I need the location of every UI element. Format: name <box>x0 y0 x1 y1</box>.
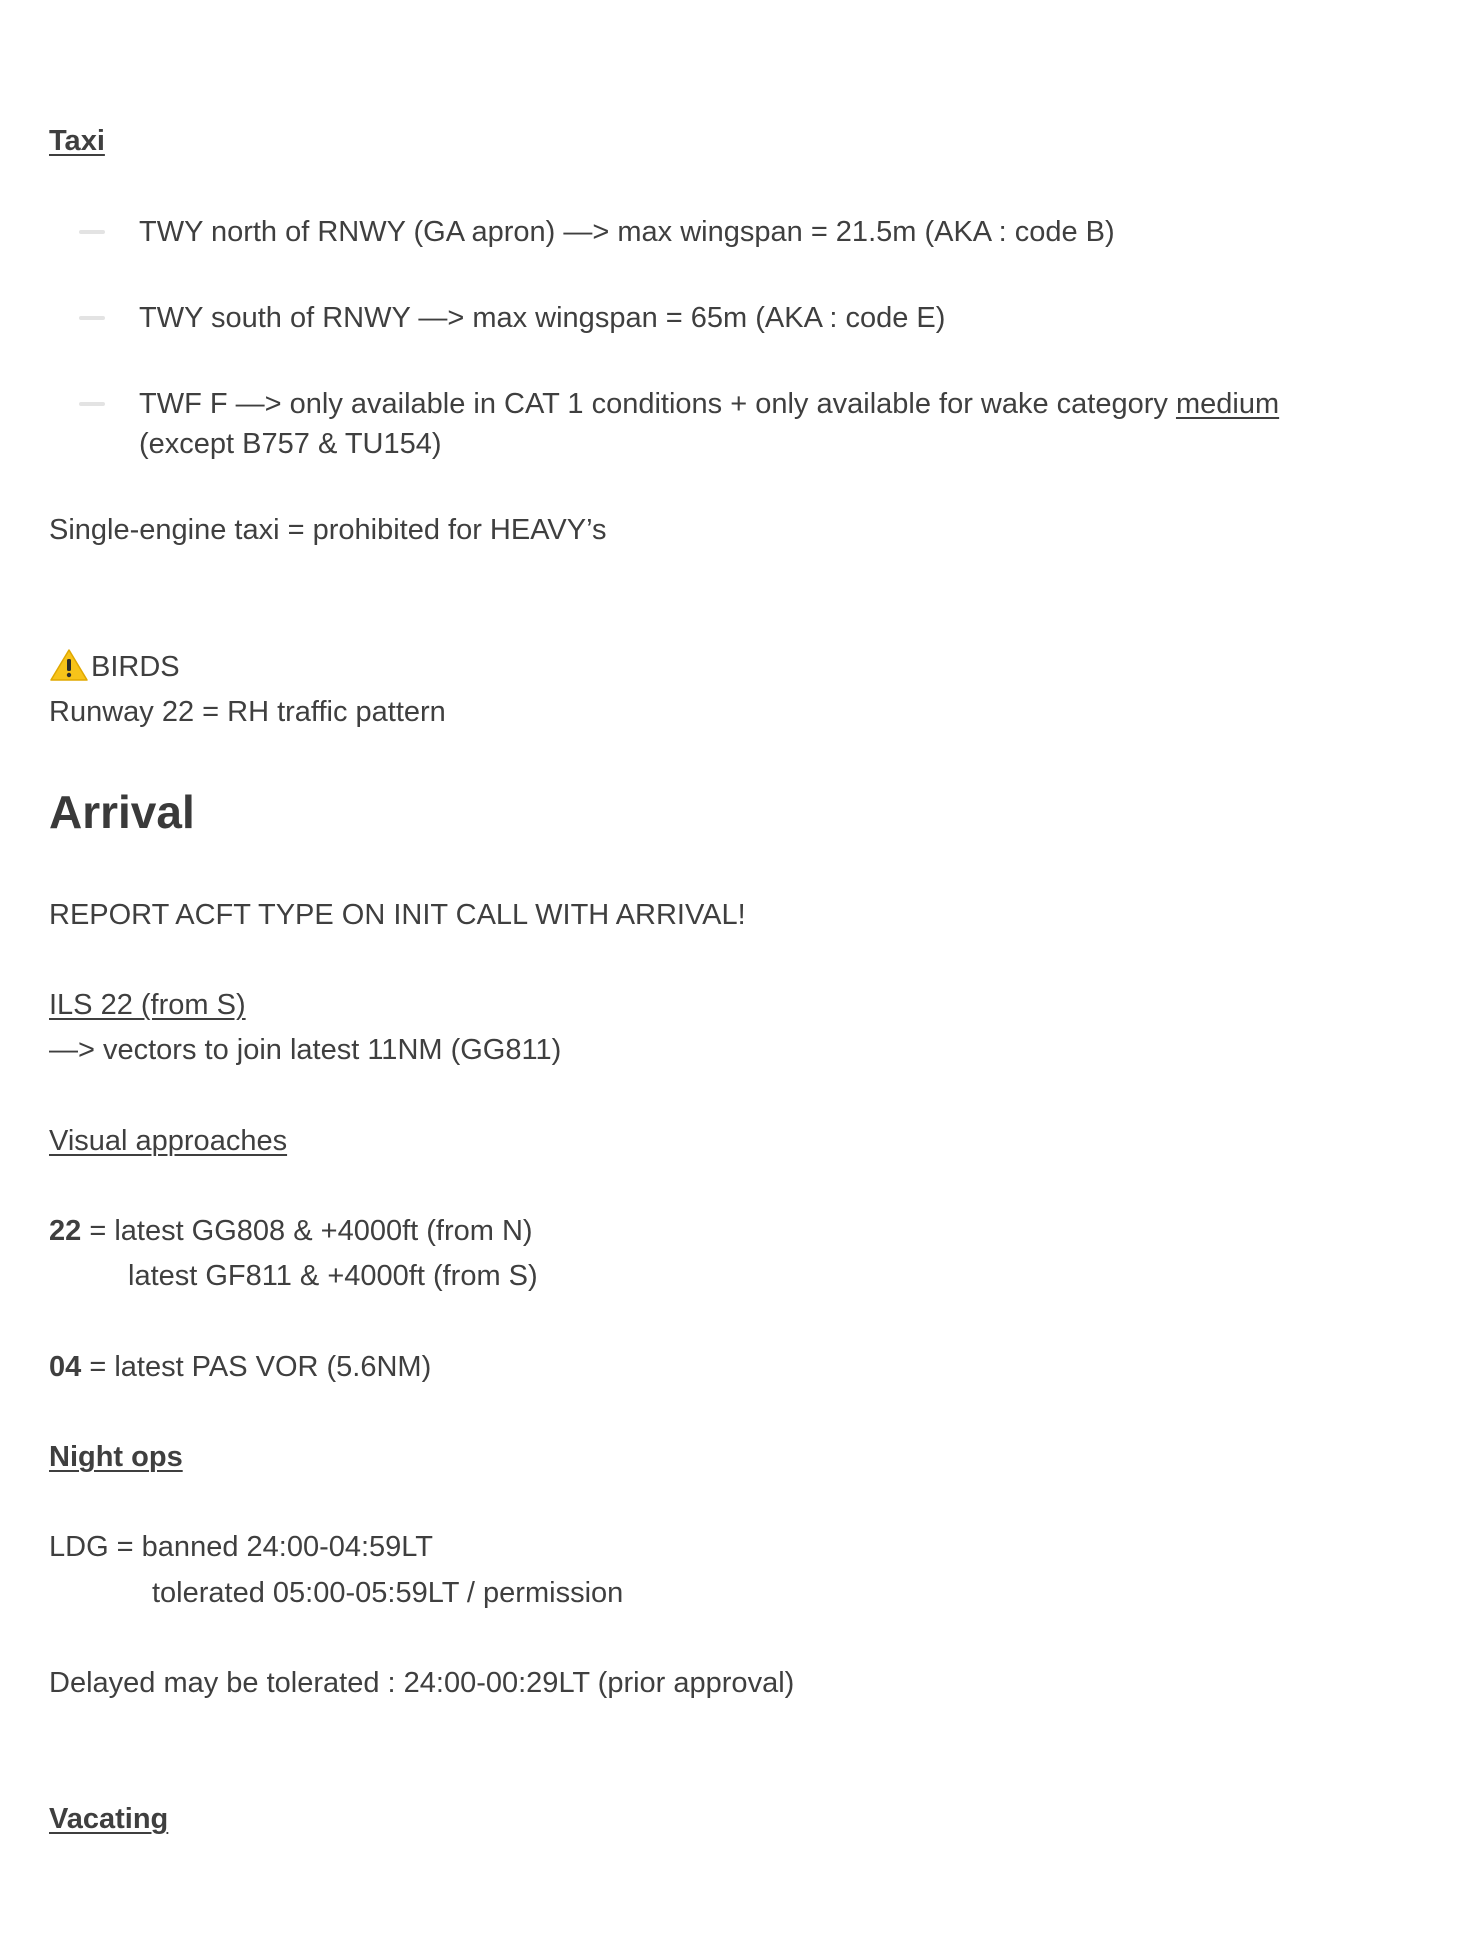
birds-line <box>49 648 180 685</box>
visual-approaches-heading: Visual approaches <box>49 1125 288 1157</box>
taxi-bullet-3-line2: (except B757 & TU154) <box>139 428 442 460</box>
birds-label: BIRDS <box>91 651 180 683</box>
delayed-tolerated: Delayed may be tolerated : 24:00-00:29LT (prior approval) <box>49 1667 795 1699</box>
traffic-pattern: Runway 22 = RH traffic pattern <box>49 696 446 728</box>
bullet-dash <box>79 316 105 320</box>
taxi-bullet-2: TWY south of RNWY —> max wingspan = 65m (AKA : code E) <box>139 302 946 334</box>
taxi-bullet-3 <box>139 384 1279 424</box>
rwy22-line1 <box>49 1213 533 1249</box>
ldg-banned: LDG = banned 24:00-04:59LT <box>49 1531 433 1563</box>
report-acft-type: REPORT ACFT TYPE ON INIT CALL WITH ARRIVAL! <box>49 899 746 931</box>
taxi-bullet-3-text: TWF F —> only available in CAT 1 conditions + only available for wake category <box>139 388 1176 420</box>
bullet-dash <box>79 402 105 406</box>
rwy22-number: 22 <box>49 1215 82 1247</box>
ldg-tolerated: tolerated 05:00-05:59LT / permission <box>152 1577 624 1609</box>
taxi-heading: Taxi <box>49 125 105 157</box>
rwy22-line2: latest GF811 & +4000ft (from S) <box>128 1260 538 1292</box>
vacating-heading: Vacating <box>49 1803 169 1835</box>
rwy04-line <box>49 1349 431 1385</box>
arrival-heading: Arrival <box>49 786 195 838</box>
ils-heading: ILS 22 (from S) <box>49 989 246 1021</box>
single-engine-taxi: Single-engine taxi = prohibited for HEAVY’s <box>49 514 607 546</box>
warning-icon <box>49 648 89 682</box>
rwy04-number: 04 <box>49 1351 82 1383</box>
night-ops-heading: Night ops <box>49 1441 183 1473</box>
bullet-dash <box>79 230 105 234</box>
rwy22-text: = latest GG808 & +4000ft (from N) <box>81 1215 533 1247</box>
taxi-bullet-1: TWY north of RNWY (GA apron) —> max wingspan = 21.5m (AKA : code B) <box>139 216 1115 248</box>
ils-text: —> vectors to join latest 11NM (GG811) <box>49 1034 562 1066</box>
rwy04-text: = latest PAS VOR (5.6NM) <box>81 1351 432 1383</box>
wake-category-medium: medium <box>1175 388 1280 420</box>
